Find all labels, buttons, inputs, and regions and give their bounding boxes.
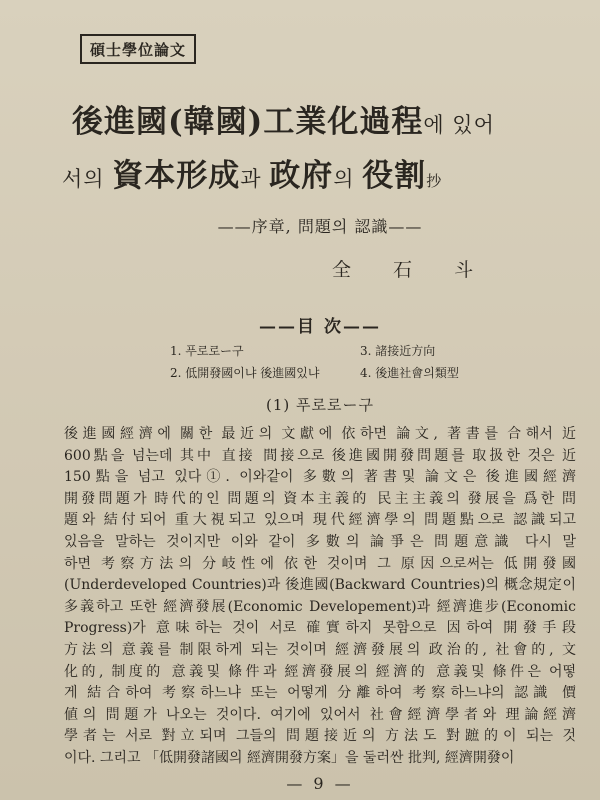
toc-item: 4. 後進社會의類型 (360, 366, 459, 380)
body-line: 學者는 서로 對立되며 그들의 問題接近의 方法도 對蹠的이 되는 것 (64, 728, 576, 745)
toc-item: 2. 低開發國이냐 後進國있냐 (170, 366, 320, 380)
title-line-2-part-d: 政府 (269, 158, 334, 194)
thesis-label: 碩士學位論文 (80, 34, 196, 64)
table-of-contents (170, 342, 510, 381)
section-heading: (1) 푸로로ー구 (266, 396, 374, 414)
body-text (64, 424, 576, 770)
body-line: 多義하고 또한 經濟發展(Economic Developement)과 經濟進步(Economic (64, 598, 576, 615)
title-line-1-particle: 에 있어 (423, 113, 495, 137)
title-line-2-part-e: 의 (333, 167, 363, 191)
body-line: 題와 結付되어 重大視되고 있으며 現代經濟學의 問題點으로 認識되고 (64, 512, 576, 529)
toc-item: 3. 諸接近方向 (360, 344, 436, 358)
body-line: 後進國經濟에 關한 最近의 文獻에 依하면 論文, 著書를 合해서 近 (64, 426, 576, 442)
body-line: 게 結合하여 考察하느냐 또는 어떻게 分離하여 考察하느냐의 認識 價 (64, 685, 576, 702)
title-line-2-part-b: 資本形成 (112, 158, 241, 194)
body-line: (Underdeveloped Countries)과 後進國(Backward Countries)의 概念規定이 (64, 577, 576, 594)
body-line: 化的, 制度的 意義및 條件과 經濟發展의 經濟的 意義및 條件은 어떻 (64, 663, 576, 680)
body-line: 이다. 그리고 「低開發諸國의 經濟開發方案」을 둘러싼 批判, 經濟開發이 (64, 749, 515, 766)
body-line: 値의 問題가 나오는 것이다. 여기에 있어서 社會經濟學者와 理論經濟 (64, 706, 576, 723)
toc-heading: ——目 次—— (259, 317, 381, 337)
title-line-1 (72, 96, 592, 141)
body-line: 600點을 넘는데 其中 直接 間接으로 後進國開發問題를 取扱한 것은 近 (64, 447, 576, 464)
title-line-2-part-a: 서의 (62, 167, 113, 191)
body-line: 하면 考察方法의 分岐性에 依한 것이며 그 原因으로써는 低開發國 (64, 555, 576, 572)
title-line-1-main: 後進國(韓國)工業化過程 (72, 104, 424, 140)
body-line: 方法의 意義를 制限하게 되는 것이며 經濟發展의 政治的, 社會的, 文 (64, 641, 576, 658)
page-number: — 9 — (286, 774, 354, 793)
body-line: 開發問題가 時代的인 問題의 資本主義的 民主主義의 發展을 爲한 問 (64, 490, 576, 507)
title-line-2 (62, 150, 582, 195)
toc-item: 1. 푸로로ー구 (170, 344, 244, 358)
author-name: 全 石 斗 (332, 259, 492, 281)
body-line: 있음을 말하는 것이지만 이와 같이 多數의 論爭은 問題意識 다시 말 (64, 533, 576, 550)
body-line: Progress)가 意味하는 것이 서로 確實하지 못함으로 因하여 開發手段 (64, 620, 576, 637)
title-line-2-part-c: 과 (240, 167, 270, 191)
title-line-2-part-g: 抄 (426, 172, 443, 190)
title-line-2-part-f: 役割 (362, 158, 427, 194)
subtitle: ——序章, 問題의 認識—— (217, 217, 423, 236)
body-line: 150點을 넘고 있다①. 이와같이 多數의 著書및 論文은 後進國經濟 (64, 469, 576, 486)
